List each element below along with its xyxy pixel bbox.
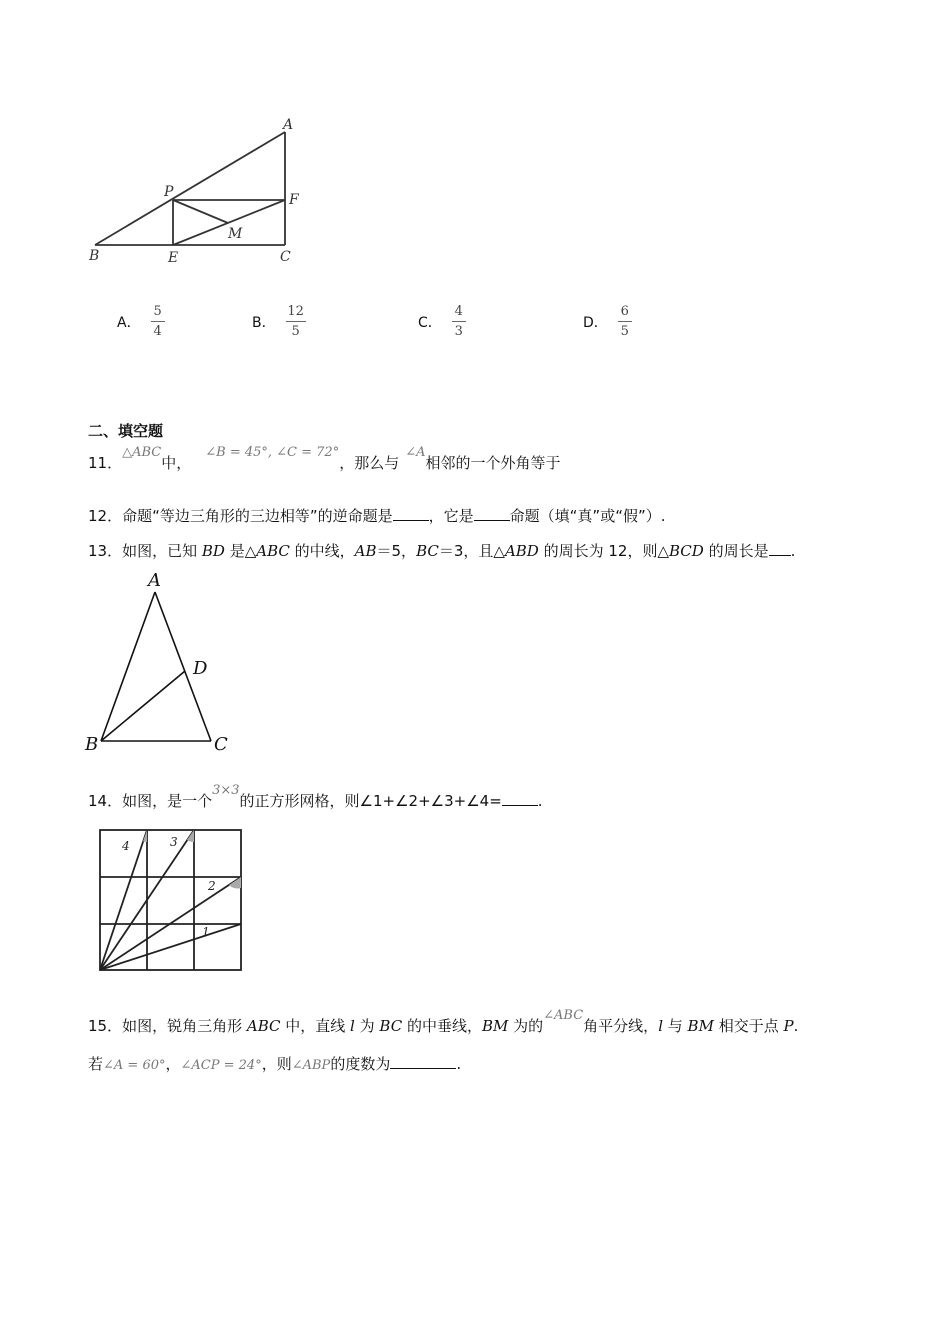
q15-line2-text-4: 的度数为 — [330, 1055, 391, 1073]
option-d-denominator: 5 — [620, 324, 629, 339]
q15-p: P — [783, 1017, 794, 1035]
q14-number: 14． — [88, 792, 123, 810]
q15-text-5: 为的 — [508, 1017, 544, 1035]
label-B: B — [89, 248, 100, 264]
q15-line2-text-5: . — [456, 1055, 462, 1073]
figure-grid-3x3 — [94, 824, 248, 978]
q15-text-4: 的中垂线， — [402, 1017, 482, 1035]
q15-line2-text-2: ， — [165, 1055, 181, 1073]
option-a[interactable] — [117, 304, 165, 339]
option-b-fraction — [286, 304, 306, 339]
q15-text-3: 为 — [354, 1017, 380, 1035]
q15-text-9: . — [793, 1017, 799, 1035]
angle-4-mark — [143, 830, 147, 842]
q13-text-5: ＝3，且△ — [438, 542, 505, 560]
q15-text-2: 中，直线 — [280, 1017, 351, 1035]
angle-label-2: 2 — [208, 879, 216, 893]
option-d-fraction — [618, 304, 632, 339]
q15-text-6: 角平分线， — [583, 1017, 659, 1035]
q15-line2-text-1: 若 — [88, 1055, 104, 1073]
q12-text-3: 命题（填“真”或“假”）. — [509, 507, 666, 525]
angle-label-1: 1 — [202, 925, 210, 939]
q11-triangle: △ABC — [122, 445, 162, 460]
q11-angle: ∠A — [405, 445, 426, 460]
question-11 — [88, 445, 561, 473]
q12-text-2: ，它是 — [428, 507, 474, 525]
q14-text-1: 如图，是一个 — [122, 792, 213, 810]
figure-triangle-pfm — [80, 112, 320, 272]
q15-line2-text-3: ，则 — [261, 1055, 292, 1073]
q13-blank[interactable] — [769, 541, 791, 556]
option-b-denominator: 5 — [291, 324, 300, 339]
q12-blank-1[interactable] — [393, 506, 429, 521]
q11-number: 11． — [88, 454, 123, 472]
q12-number: 12． — [88, 507, 123, 525]
q11-text-3: 相邻的一个外角等于 — [425, 454, 561, 472]
q13-abc: ABC — [256, 542, 290, 560]
q11-text-2: ，那么与 — [339, 454, 400, 472]
q13-text-6: 的周长为 12，则△ — [538, 542, 669, 560]
option-a-numerator: 5 — [153, 304, 162, 319]
q13-text-1: 如图，已知 — [122, 542, 202, 560]
q14-blank[interactable] — [502, 791, 538, 806]
q13-text-4: ＝5， — [376, 542, 417, 560]
question-15-line-2 — [88, 1053, 461, 1074]
option-c[interactable] — [418, 304, 466, 339]
q15-angle-a: ∠A = 60° — [103, 1058, 166, 1073]
q13-ab: AB — [354, 542, 377, 560]
option-d[interactable] — [583, 304, 632, 339]
q15-l2: l — [658, 1017, 663, 1035]
label-E: E — [168, 250, 179, 266]
option-c-denominator: 3 — [454, 324, 463, 339]
question-14 — [88, 783, 543, 811]
label-F: F — [289, 192, 299, 208]
q15-text-8: 相交于点 — [713, 1017, 784, 1035]
q13-bc: BC — [416, 542, 439, 560]
q15-bc: BC — [379, 1017, 403, 1035]
q12-blank-2[interactable] — [474, 506, 510, 521]
q15-angle-abc: ∠ABC — [543, 1008, 584, 1023]
angle-label-4: 4 — [122, 839, 130, 853]
q13-text-8: . — [790, 542, 796, 560]
q15-abc: ABC — [246, 1017, 281, 1035]
q14-text-2: 的正方形网格，则∠1+∠2+∠3+∠4= — [239, 792, 502, 810]
q15-text-1: 如图，锐角三角形 — [122, 1017, 247, 1035]
option-a-label: A． — [117, 314, 141, 331]
q15-bm: BM — [481, 1017, 509, 1035]
q13-text-3: 的中线， — [289, 542, 355, 560]
angle-3-mark — [187, 830, 194, 842]
q15-text-7: 与 — [663, 1017, 688, 1035]
option-d-numerator: 6 — [620, 304, 629, 319]
section-title: 二、填空题 — [88, 422, 164, 440]
q13-text-7: 的周长是 — [703, 542, 769, 560]
q14-grid: 3×3 — [212, 783, 240, 798]
q15-angle-acp: ∠ACP = 24° — [180, 1058, 262, 1073]
option-a-denominator: 4 — [153, 324, 162, 339]
q14-text-3: . — [537, 792, 543, 810]
q15-blank[interactable] — [390, 1054, 456, 1069]
label-C: C — [280, 249, 291, 265]
option-b-numerator: 12 — [287, 304, 304, 319]
q15-angle-abp: ∠ABP — [291, 1058, 331, 1073]
label-C: C — [214, 734, 228, 755]
q12-text-1: 命题“等边三角形的三边相等”的逆命题是 — [122, 507, 393, 525]
q13-abd: ABD — [504, 542, 539, 560]
label-M: M — [228, 226, 243, 242]
label-A: A — [148, 570, 161, 591]
label-D: D — [193, 658, 208, 679]
angle-label-3: 3 — [170, 835, 178, 849]
q15-l: l — [350, 1017, 355, 1035]
question-13 — [88, 540, 795, 561]
q13-text-2: 是△ — [224, 542, 257, 560]
q13-number: 13． — [88, 542, 123, 560]
q15-bm2: BM — [687, 1017, 714, 1035]
q11-text-1: 中， — [161, 454, 192, 472]
label-A: A — [283, 117, 294, 133]
q15-number: 15． — [88, 1017, 123, 1035]
q11-condition: ∠B = 45°, ∠C = 72° — [205, 445, 340, 460]
question-12 — [88, 505, 666, 526]
option-c-numerator: 4 — [454, 304, 463, 319]
option-b[interactable] — [252, 304, 306, 339]
option-c-label: C． — [418, 314, 442, 331]
option-d-label: D． — [583, 314, 608, 331]
label-P: P — [164, 184, 174, 200]
label-B: B — [85, 734, 99, 755]
question-15 — [88, 1008, 799, 1036]
figure-triangle-abd — [80, 568, 250, 758]
q13-bcd: BCD — [669, 542, 704, 560]
option-a-fraction — [151, 304, 165, 339]
option-b-label: B． — [252, 314, 276, 331]
option-c-fraction — [452, 304, 466, 339]
q13-bd: BD — [201, 542, 225, 560]
